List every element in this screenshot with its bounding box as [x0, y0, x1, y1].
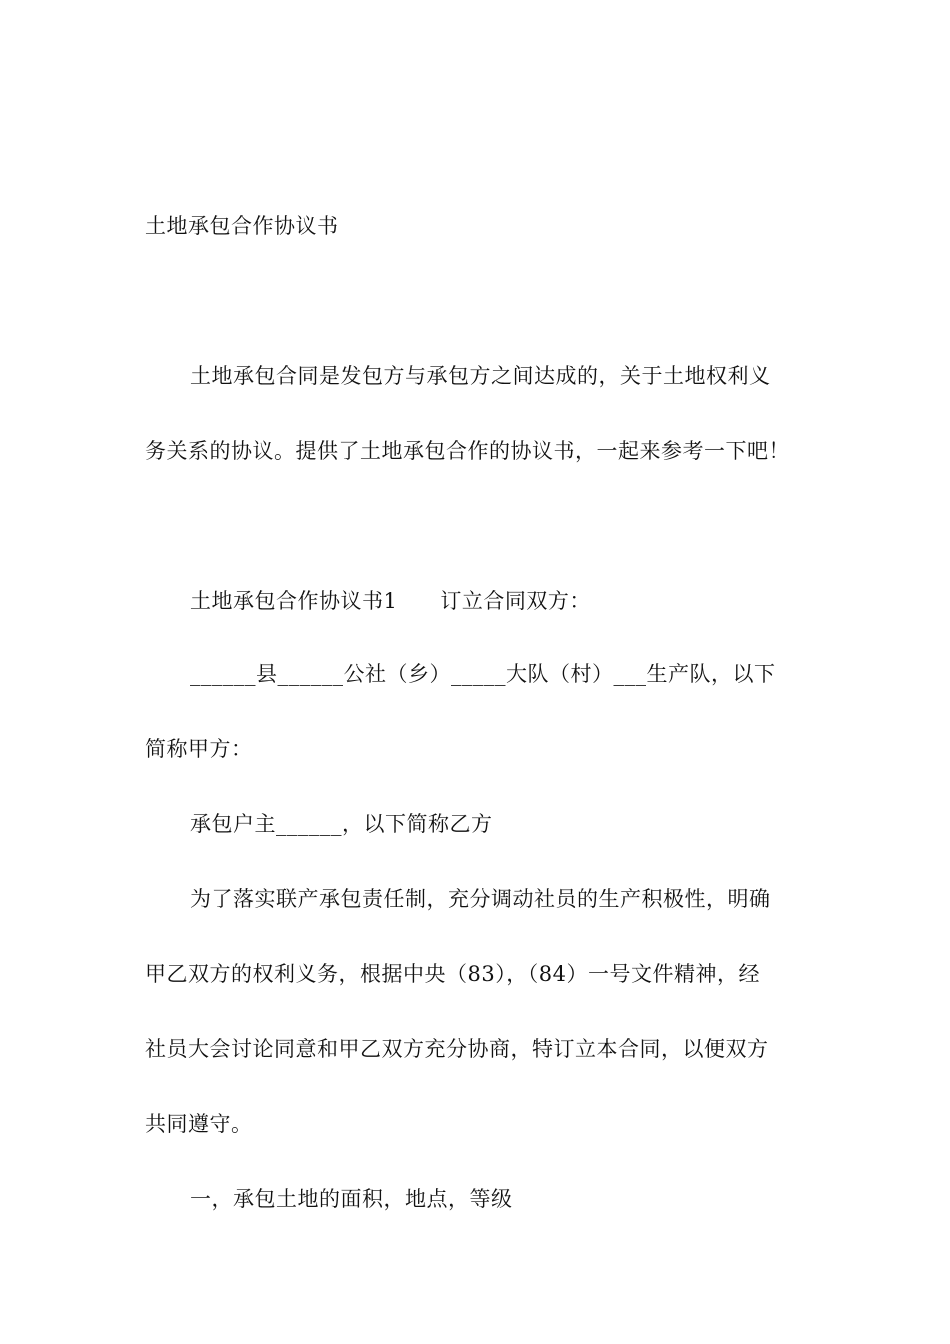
intro-line-2: 务关系的协议。提供了土地承包合作的协议书，一起来参考一下吧！ — [145, 439, 790, 463]
purpose-line-1: 为了落实联产承包责任制，充分调动社员的生产积极性，明确 — [190, 887, 771, 911]
purpose-line-4: 共同遵守。 — [145, 1112, 253, 1136]
purpose-line-3: 社员大会讨论同意和甲乙双方充分协商，特订立本合同，以便双方 — [145, 1037, 769, 1061]
document-title: 土地承包合作协议书 — [145, 214, 339, 238]
agreement-heading: 土地承包合作协议书1 订立合同双方： — [190, 589, 591, 613]
party-b-line: 承包户主______，以下简称乙方 — [190, 812, 493, 836]
section-1-heading: 一，承包土地的面积，地点，等级 — [190, 1187, 513, 1211]
party-a-line-2: 简称甲方： — [145, 737, 253, 761]
intro-line-1: 土地承包合同是发包方与承包方之间达成的，关于土地权利义 — [190, 364, 771, 388]
party-a-line-1: ______县______公社（乡）_____大队（村）___生产队，以下 — [190, 662, 776, 686]
purpose-line-2: 甲乙双方的权利义务，根据中央（83），（84）一号文件精神，经 — [145, 962, 760, 986]
